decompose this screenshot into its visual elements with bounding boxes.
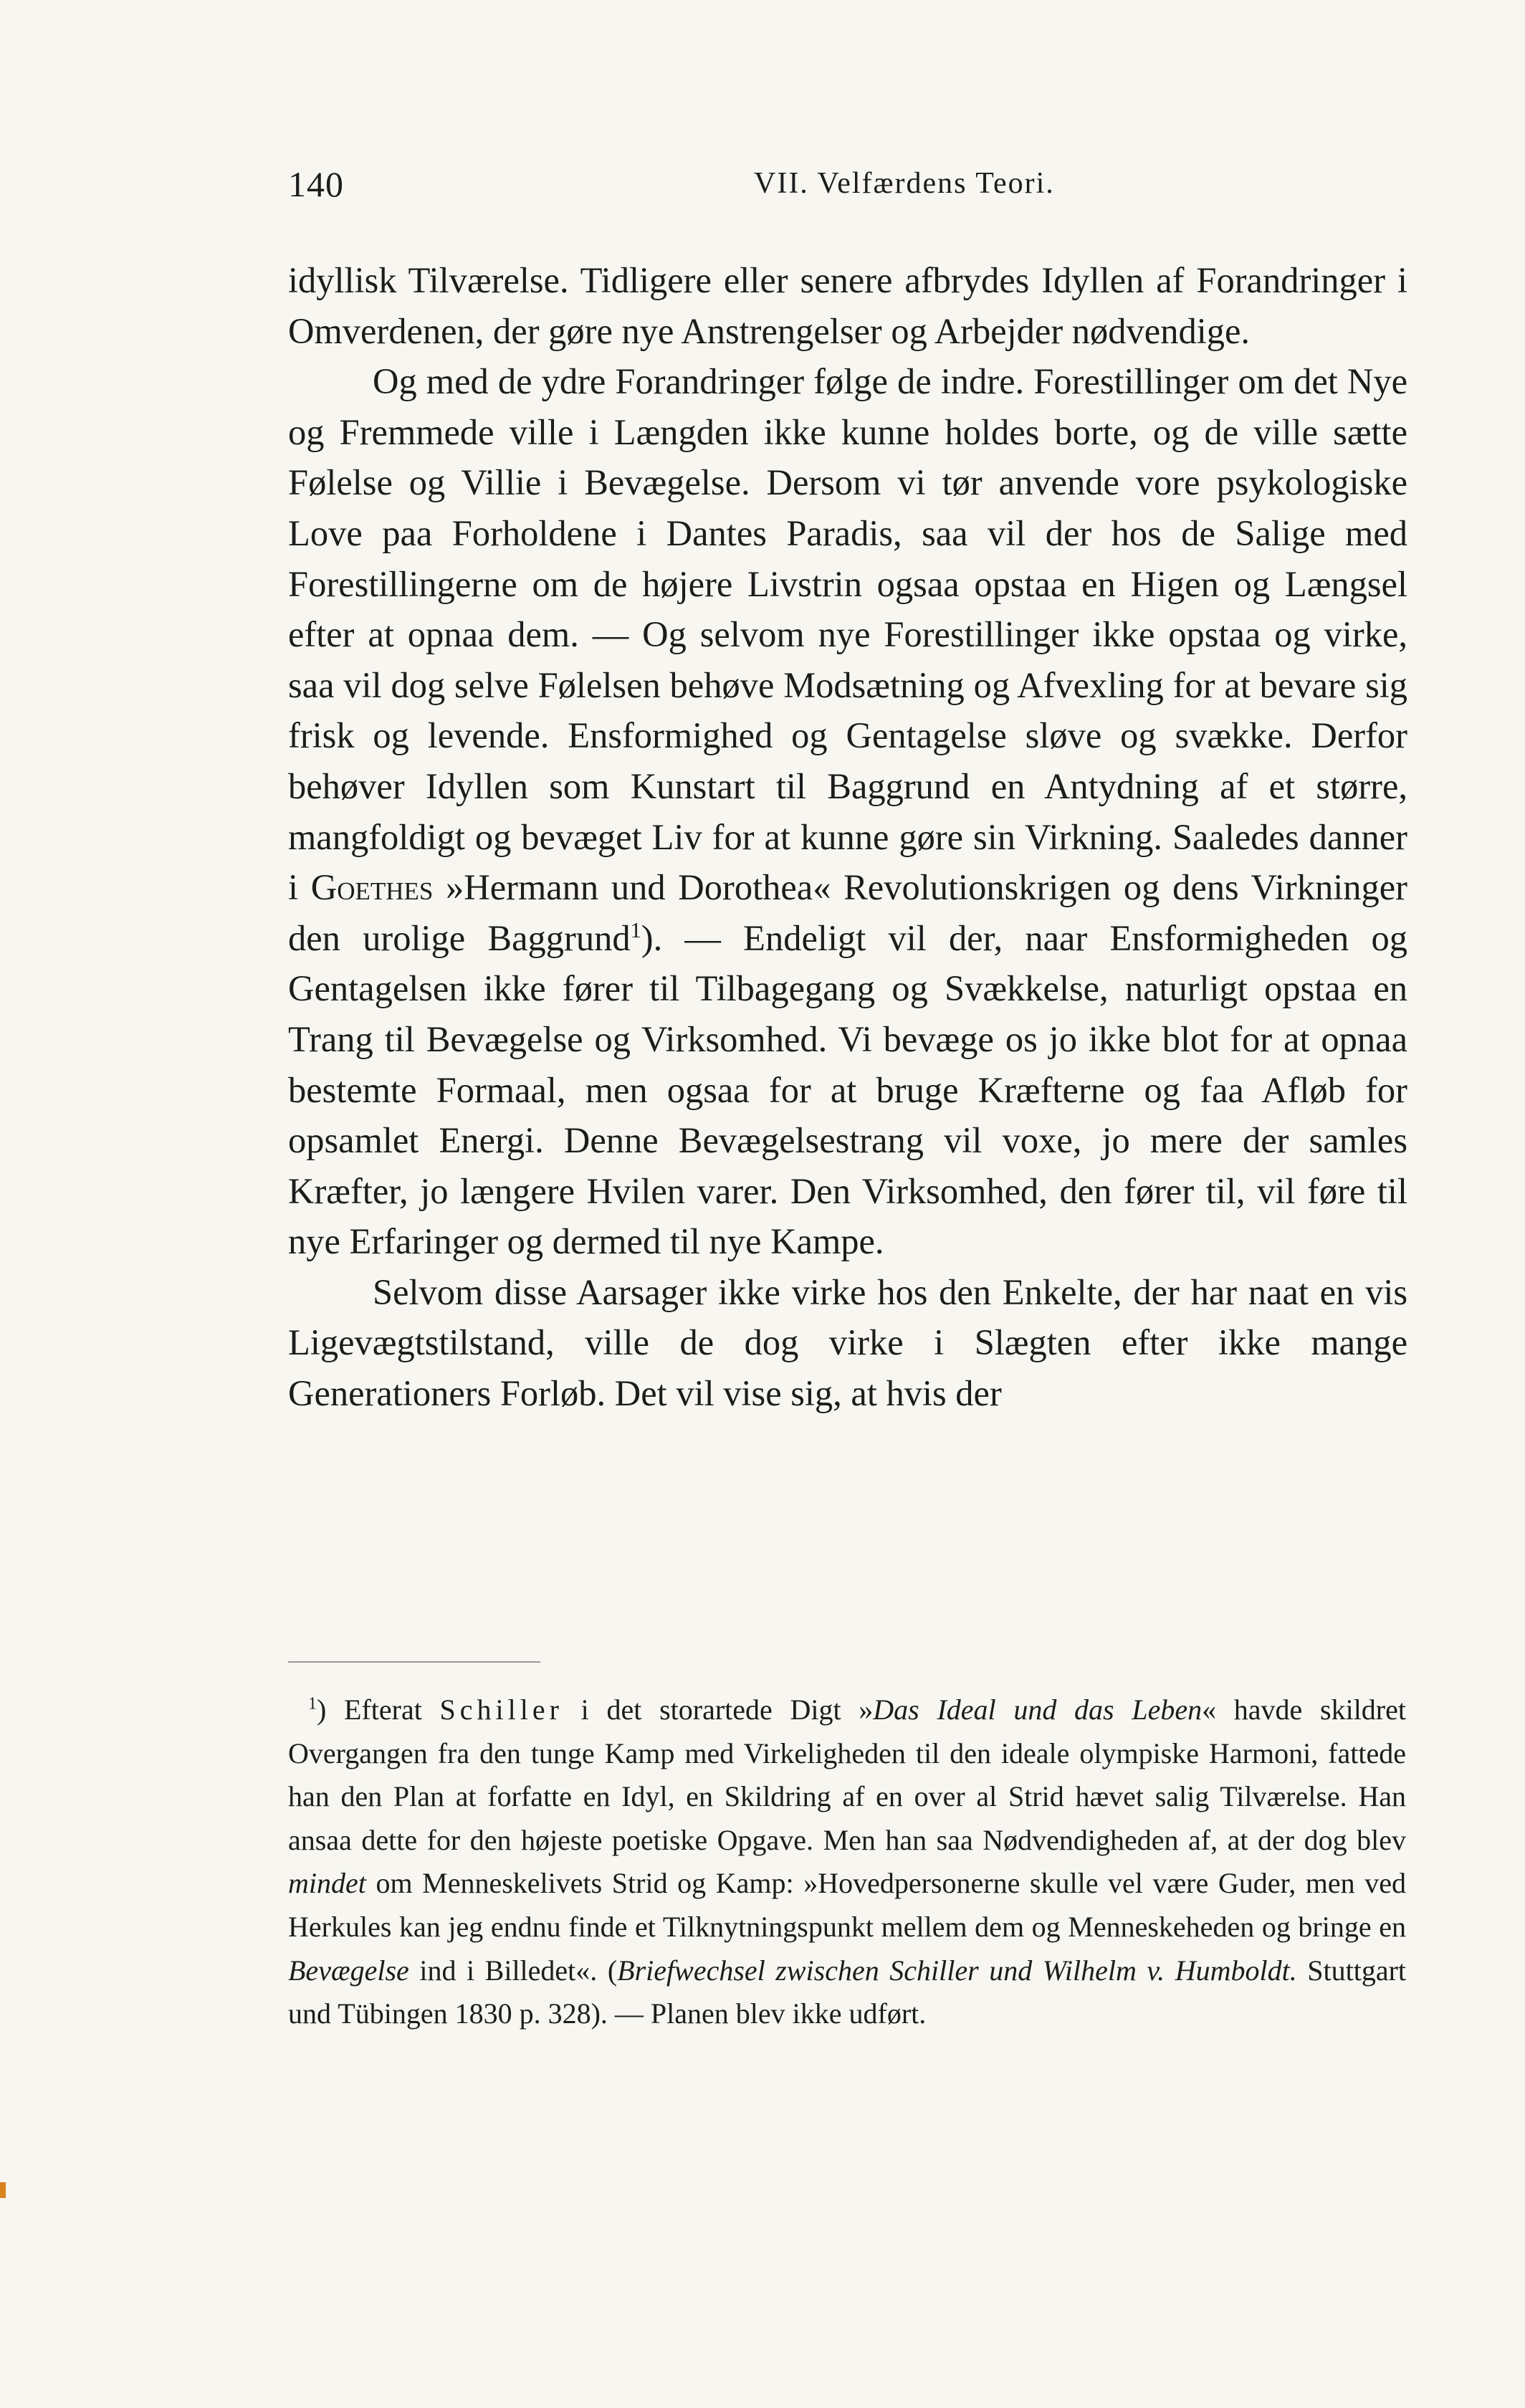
author-name-goethe: Goethes bbox=[310, 867, 434, 908]
emphasis-mindet: mindet bbox=[288, 1867, 366, 1900]
footnote-text-4: om Menneskelivets Strid og Kamp: »Hovedpersonerne skulle vel være Guder, men ved Herkules kan jeg endnu finde et Tilknytningspunkt mellem dem og Menneskeheden og bringe en bbox=[288, 1867, 1406, 1943]
paragraph-3-text: Selvom disse Aarsager ikke virke hos den Enkelte, der har naat en vis Ligevægtstilstand, ville de dog virke i Slægten efter ikke mange Generationers Forløb. Det vil vise sig, at hvis der bbox=[288, 1271, 1407, 1414]
paragraph-3 bbox=[288, 1267, 1407, 1419]
page-number: 140 bbox=[288, 164, 344, 204]
paragraph-2-text-c: ). — Endeligt vil der, naar Ensformigheden og Gentagelsen ikke fører til Tilbagegang og Svækkelse, naturligt opstaa en Trang til Bevægelse og Virksomhed. Vi bevæge os jo ikke blot for at opnaa bestemte Formaal, men ogsaa for at bruge Kræfterne og faa Afløb for opsamlet Energi. Denne Bevægelsestrang vil voxe, jo mere der samles Kræfter, jo længere Hvilen varer. Den Virksomhed, den fører til, vil føre til nye Erfaringer og dermed til nye Kampe. bbox=[288, 917, 1407, 1262]
paragraph-1 bbox=[288, 255, 1407, 356]
source-title: Briefwechsel zwischen Schiller und Wilhelm v. Humboldt. bbox=[617, 1954, 1297, 1987]
footnote-text-3: « havde skildret Overgangen fra den tunge Kamp med Virkeligheden til den ideale olympiske Harmoni, fattede han den Plan at forfatte en Idyl, en Skildring af en over al Strid hævet salig Tilværelse. Han ansaa dette for den højeste poetiske Opgave. Men han saa Nødvendigheden af, at der dog blev bbox=[288, 1693, 1406, 1856]
footnote bbox=[288, 1688, 1406, 2036]
poem-title: Das Ideal und das Leben bbox=[873, 1693, 1203, 1726]
footnote-text-6: Stuttgart und Tübingen 1830 p. 328). — Planen blev ikke udført. bbox=[288, 1954, 1407, 2030]
page-edge-mark bbox=[0, 2182, 6, 2198]
footnote-paragraph bbox=[288, 1688, 1406, 2036]
paragraph-2-text-b: »Hermann und Dorothea« Revolutionskrigen og dens Virkninger den urolige Baggrund bbox=[288, 867, 1407, 958]
footnote-marker: 1 bbox=[308, 1694, 317, 1714]
page-header bbox=[288, 163, 1406, 214]
footnote-text-1: ) Efterat bbox=[317, 1693, 440, 1726]
footnote-reference: 1 bbox=[630, 917, 641, 942]
footnote-text-2: i det storartede Digt » bbox=[563, 1693, 874, 1726]
paragraph-2-text-a: Og med de ydre Forandringer følge de indre. Forestillinger om det Nye og Fremmede ville i Længden ikke kunne holdes borte, og de ville sætte Følelse og Villie i Bevægelse. Dersom vi tør anvende vore psykologiske Love paa Forholdene i Dantes Paradis, saa vil der hos de Salige med Forestillingerne om de højere Livstrin ogsaa opstaa en Higen og Længsel efter at opnaa dem. — Og selvom nye Forestillinger ikke opstaa og virke, saa vil dog selve Følelsen behøve Modsætning og Afvexling for at bevare sig frisk og levende. Ensformighed og Gentagelse sløve og svække. Derfor behøver Idyllen som Kunstart til Baggrund en Antydning af et større, mangfoldigt og bevæget Liv for at kunne gøre sin Virkning. Saaledes danner i bbox=[288, 361, 1407, 908]
running-head: VII. Velfærdens Teori. bbox=[754, 167, 1055, 200]
footnote-divider bbox=[288, 1661, 540, 1663]
emphasis-bevaegelse: Bevægelse bbox=[288, 1954, 409, 1987]
paragraph-1-text: idyllisk Tilværelse. Tidligere eller senere afbrydes Idyllen af Forandringer i Omverdenen, der gøre nye Anstrengelser og Arbejder nødvendige. bbox=[288, 260, 1407, 351]
footnote-text-5: ind i Billedet«. ( bbox=[408, 1954, 618, 1987]
paragraph-2 bbox=[288, 356, 1407, 1267]
main-text bbox=[288, 255, 1407, 1419]
author-name-schiller: Schiller bbox=[439, 1693, 563, 1726]
